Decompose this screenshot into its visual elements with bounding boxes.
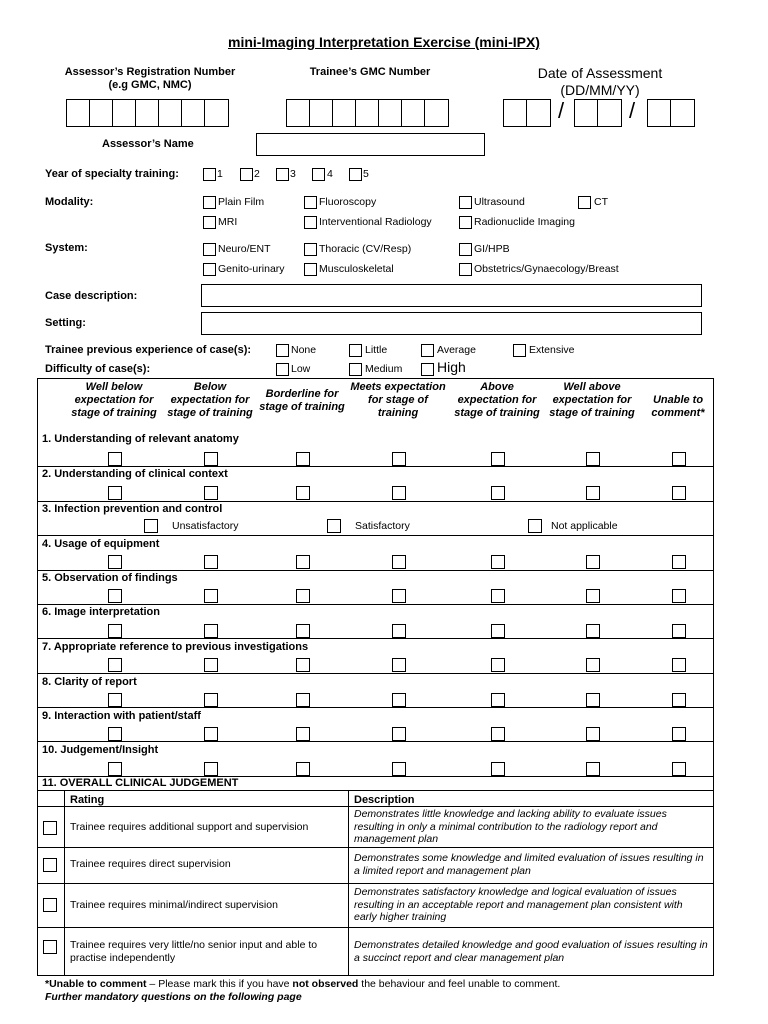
overall-rating-3-checkbox[interactable] xyxy=(43,898,57,912)
overall-rating-1-checkbox[interactable] xyxy=(43,821,57,835)
criterion-1-rating-1-checkbox[interactable] xyxy=(108,452,122,466)
criterion-2-rating-7-checkbox[interactable] xyxy=(672,486,686,500)
date-format-label: (DD/MM/YY) xyxy=(560,82,640,98)
description-header: Description xyxy=(354,794,415,806)
criterion-1-rating-2-checkbox[interactable] xyxy=(204,452,218,466)
year-option: 3 xyxy=(290,168,296,180)
criterion-2-rating-4-checkbox[interactable] xyxy=(392,486,406,500)
criterion-7-rating-7-checkbox[interactable] xyxy=(672,658,686,672)
criterion-10-rating-6-checkbox[interactable] xyxy=(586,762,600,776)
criterion-5-rating-3-checkbox[interactable] xyxy=(296,589,310,603)
criterion-5-rating-1-checkbox[interactable] xyxy=(108,589,122,603)
criterion-5-rating-5-checkbox[interactable] xyxy=(491,589,505,603)
criterion-4-rating-3-checkbox[interactable] xyxy=(296,555,310,569)
column-header: Borderline for stage of training xyxy=(259,388,345,413)
system-option: Neuro/ENT xyxy=(218,243,271,255)
column-header: Well below expectation for stage of training xyxy=(71,381,157,419)
criterion-9-rating-2-checkbox[interactable] xyxy=(204,727,218,741)
year-3-checkbox[interactable] xyxy=(276,168,289,181)
criterion-8-rating-5-checkbox[interactable] xyxy=(491,693,505,707)
criterion-8-rating-4-checkbox[interactable] xyxy=(392,693,406,707)
year-option: 1 xyxy=(217,168,223,180)
case-description-input[interactable] xyxy=(201,284,702,307)
date-label: Date of Assessment xyxy=(537,65,663,81)
system-gu-checkbox[interactable] xyxy=(203,263,216,276)
date-day-input[interactable] xyxy=(503,99,551,127)
system-msk-checkbox[interactable] xyxy=(304,263,317,276)
criterion-6-rating-2-checkbox[interactable] xyxy=(204,624,218,638)
difficulty-high-checkbox[interactable] xyxy=(421,363,434,376)
system-obgyn-checkbox[interactable] xyxy=(459,263,472,276)
page-title: mini-Imaging Interpretation Exercise (mini-IPX) xyxy=(228,34,540,50)
criterion-label: 1. Understanding of relevant anatomy xyxy=(42,433,239,445)
modality-option: Radionuclide Imaging xyxy=(474,216,575,228)
experience-label: Trainee previous experience of case(s): xyxy=(45,344,252,356)
experience-average-checkbox[interactable] xyxy=(421,344,434,357)
system-thoracic-checkbox[interactable] xyxy=(304,243,317,256)
criterion-label: 2. Understanding of clinical context xyxy=(42,468,228,480)
criterion-10-rating-4-checkbox[interactable] xyxy=(392,762,406,776)
column-header: Above expectation for stage of training xyxy=(454,381,540,419)
criterion-9-rating-6-checkbox[interactable] xyxy=(586,727,600,741)
date-year-input[interactable] xyxy=(647,99,695,127)
modality-option: Plain Film xyxy=(218,196,265,208)
experience-option: Little xyxy=(365,344,388,356)
year-option: 5 xyxy=(363,168,369,180)
infection-option: Unsatisfactory xyxy=(172,520,239,532)
criterion-4-rating-4-checkbox[interactable] xyxy=(392,555,406,569)
criterion-6-rating-5-checkbox[interactable] xyxy=(491,624,505,638)
modality-ultrasound-checkbox[interactable] xyxy=(459,196,472,209)
criterion-4-rating-7-checkbox[interactable] xyxy=(672,555,686,569)
column-header: Meets expectation for stage of training xyxy=(350,381,446,419)
criterion-7-rating-3-checkbox[interactable] xyxy=(296,658,310,672)
criterion-8-rating-6-checkbox[interactable] xyxy=(586,693,600,707)
criterion-2-rating-6-checkbox[interactable] xyxy=(586,486,600,500)
year-label: Year of specialty training: xyxy=(45,168,179,180)
year-2-checkbox[interactable] xyxy=(240,168,253,181)
criterion-8-rating-2-checkbox[interactable] xyxy=(204,693,218,707)
date-separator: / xyxy=(558,98,565,123)
difficulty-label: Difficulty of case(s): xyxy=(45,363,151,375)
criterion-label: 8. Clarity of report xyxy=(42,676,137,688)
criterion-6-rating-7-checkbox[interactable] xyxy=(672,624,686,638)
difficulty-low-checkbox[interactable] xyxy=(276,363,289,376)
year-option: 4 xyxy=(327,168,333,180)
experience-none-checkbox[interactable] xyxy=(276,344,289,357)
criterion-10-rating-2-checkbox[interactable] xyxy=(204,762,218,776)
modality-option: Fluoroscopy xyxy=(319,196,377,208)
date-separator: / xyxy=(629,98,636,123)
criterion-8-rating-1-checkbox[interactable] xyxy=(108,693,122,707)
system-option: Thoracic (CV/Resp) xyxy=(319,243,412,255)
criterion-label: 7. Appropriate reference to previous investigations xyxy=(42,641,309,653)
criterion-6-rating-3-checkbox[interactable] xyxy=(296,624,310,638)
criterion-label: 9. Interaction with patient/staff xyxy=(42,710,201,722)
trainee-gmc-input[interactable] xyxy=(286,99,449,127)
criterion-label: 4. Usage of equipment xyxy=(42,538,160,550)
overall-description-text: Demonstrates detailed knowledge and good evaluation of issues resulting in a succinct report and clear management plan xyxy=(354,939,708,964)
criterion-label: 6. Image interpretation xyxy=(42,606,160,618)
overall-rating-text: Trainee requires minimal/indirect supervision xyxy=(70,899,278,911)
criterion-7-rating-1-checkbox[interactable] xyxy=(108,658,122,672)
experience-option: Average xyxy=(437,344,476,356)
system-option: Genito-urinary xyxy=(218,263,285,275)
criterion-8-rating-7-checkbox[interactable] xyxy=(672,693,686,707)
overall-rating-text: Trainee requires direct supervision xyxy=(70,858,231,870)
case-description-label: Case description: xyxy=(45,290,138,302)
column-header: Well above expectation for stage of training xyxy=(549,381,635,419)
criterion-1-rating-7-checkbox[interactable] xyxy=(672,452,686,466)
criterion-7-rating-5-checkbox[interactable] xyxy=(491,658,505,672)
criterion-2-rating-5-checkbox[interactable] xyxy=(491,486,505,500)
footer-note: *Unable to comment – Please mark this if you have not observed the behaviour and feel unable to comment. xyxy=(45,978,561,990)
criterion-1-rating-3-checkbox[interactable] xyxy=(296,452,310,466)
further-questions-note: Further mandatory questions on the following page xyxy=(45,991,302,1003)
criterion-label: 11. OVERALL CLINICAL JUDGEMENT xyxy=(42,777,239,789)
infection-option: Satisfactory xyxy=(355,520,410,532)
criterion-9-rating-1-checkbox[interactable] xyxy=(108,727,122,741)
modality-radionuclide-checkbox[interactable] xyxy=(459,216,472,229)
modality-option: Interventional Radiology xyxy=(319,216,432,228)
modality-fluoroscopy-checkbox[interactable] xyxy=(304,196,317,209)
criterion-1-rating-4-checkbox[interactable] xyxy=(392,452,406,466)
criterion-6-rating-6-checkbox[interactable] xyxy=(586,624,600,638)
modality-mri-checkbox[interactable] xyxy=(203,216,216,229)
criterion-1-rating-5-checkbox[interactable] xyxy=(491,452,505,466)
criterion-10-rating-1-checkbox[interactable] xyxy=(108,762,122,776)
experience-extensive-checkbox[interactable] xyxy=(513,344,526,357)
assessor-name-input[interactable] xyxy=(256,133,485,156)
modality-ct-checkbox[interactable] xyxy=(578,196,591,209)
difficulty-option: High xyxy=(437,359,466,375)
setting-input[interactable] xyxy=(201,312,702,335)
column-header: Unable to comment* xyxy=(651,394,705,419)
criterion-10-rating-3-checkbox[interactable] xyxy=(296,762,310,776)
criterion-7-rating-2-checkbox[interactable] xyxy=(204,658,218,672)
criterion-10-rating-5-checkbox[interactable] xyxy=(491,762,505,776)
criterion-5-rating-2-checkbox[interactable] xyxy=(204,589,218,603)
experience-little-checkbox[interactable] xyxy=(349,344,362,357)
modality-ir-checkbox[interactable] xyxy=(304,216,317,229)
system-neuro-checkbox[interactable] xyxy=(203,243,216,256)
rating-header: Rating xyxy=(70,794,105,806)
year-5-checkbox[interactable] xyxy=(349,168,362,181)
criterion-9-rating-3-checkbox[interactable] xyxy=(296,727,310,741)
criterion-label: 10. Judgement/Insight xyxy=(42,744,159,756)
criterion-9-rating-5-checkbox[interactable] xyxy=(491,727,505,741)
assessor-reg-input[interactable] xyxy=(66,99,229,127)
criterion-label: 5. Observation of findings xyxy=(42,572,178,584)
overall-description-text: Demonstrates little knowledge and lacking ability to evaluate issues resulting in only a minimal contribution to the radiology report and management plan xyxy=(354,808,667,845)
column-header: Below expectation for stage of training xyxy=(167,381,253,419)
overall-rating-4-checkbox[interactable] xyxy=(43,940,57,954)
criterion-7-rating-4-checkbox[interactable] xyxy=(392,658,406,672)
criterion-2-rating-2-checkbox[interactable] xyxy=(204,486,218,500)
setting-label: Setting: xyxy=(45,317,86,329)
system-gi-checkbox[interactable] xyxy=(459,243,472,256)
difficulty-medium-checkbox[interactable] xyxy=(349,363,362,376)
criterion-1-rating-6-checkbox[interactable] xyxy=(586,452,600,466)
infection-unsatisfactory-checkbox[interactable] xyxy=(144,519,158,533)
difficulty-option: Low xyxy=(291,363,311,375)
criterion-4-rating-1-checkbox[interactable] xyxy=(108,555,122,569)
system-option: Obstetrics/Gynaecology/Breast xyxy=(474,263,619,275)
criterion-5-rating-4-checkbox[interactable] xyxy=(392,589,406,603)
assessor-name-label: Assessor’s Name xyxy=(102,138,194,150)
infection-option: Not applicable xyxy=(551,520,618,532)
system-option: Musculoskeletal xyxy=(319,263,394,275)
criterion-9-rating-7-checkbox[interactable] xyxy=(672,727,686,741)
overall-rating-text: Trainee requires very little/no senior input and able to practise independently xyxy=(70,939,318,964)
assessor-reg-sublabel: (e.g GMC, NMC) xyxy=(108,79,192,91)
experience-option: None xyxy=(291,344,317,356)
criterion-label: 3. Infection prevention and control xyxy=(42,503,223,515)
criterion-4-rating-6-checkbox[interactable] xyxy=(586,555,600,569)
modality-option: Ultrasound xyxy=(474,196,525,208)
system-option: GI/HPB xyxy=(474,243,510,255)
modality-plain-film-checkbox[interactable] xyxy=(203,196,216,209)
year-4-checkbox[interactable] xyxy=(312,168,325,181)
date-month-input[interactable] xyxy=(574,99,622,127)
overall-rating-2-checkbox[interactable] xyxy=(43,858,57,872)
infection-satisfactory-checkbox[interactable] xyxy=(327,519,341,533)
criterion-7-rating-6-checkbox[interactable] xyxy=(586,658,600,672)
trainee-gmc-label: Trainee’s GMC Number xyxy=(309,66,431,78)
difficulty-option: Medium xyxy=(365,363,403,375)
system-label: System: xyxy=(45,242,88,254)
overall-rating-text: Trainee requires additional support and supervision xyxy=(70,821,309,833)
criterion-10-rating-7-checkbox[interactable] xyxy=(672,762,686,776)
criterion-6-rating-4-checkbox[interactable] xyxy=(392,624,406,638)
criterion-9-rating-4-checkbox[interactable] xyxy=(392,727,406,741)
infection-not-applicable-checkbox[interactable] xyxy=(528,519,542,533)
criterion-2-rating-1-checkbox[interactable] xyxy=(108,486,122,500)
assessor-reg-label: Assessor’s Registration Number xyxy=(64,66,236,78)
experience-option: Extensive xyxy=(529,344,575,356)
modality-label: Modality: xyxy=(45,196,94,208)
criterion-5-rating-6-checkbox[interactable] xyxy=(586,589,600,603)
overall-description-text: Demonstrates satisfactory knowledge and logical evaluation of issues resulting in an acceptable report and management plan consistent with early higher training xyxy=(354,886,683,923)
criterion-4-rating-5-checkbox[interactable] xyxy=(491,555,505,569)
year-option: 2 xyxy=(254,168,260,180)
modality-option: MRI xyxy=(218,216,238,228)
criterion-6-rating-1-checkbox[interactable] xyxy=(108,624,122,638)
criterion-2-rating-3-checkbox[interactable] xyxy=(296,486,310,500)
overall-description-text: Demonstrates some knowledge and limited evaluation of issues resulting in a limited report and management plan xyxy=(354,852,704,877)
modality-option: CT xyxy=(594,196,608,208)
criterion-5-rating-7-checkbox[interactable] xyxy=(672,589,686,603)
year-1-checkbox[interactable] xyxy=(203,168,216,181)
criterion-8-rating-3-checkbox[interactable] xyxy=(296,693,310,707)
criterion-4-rating-2-checkbox[interactable] xyxy=(204,555,218,569)
